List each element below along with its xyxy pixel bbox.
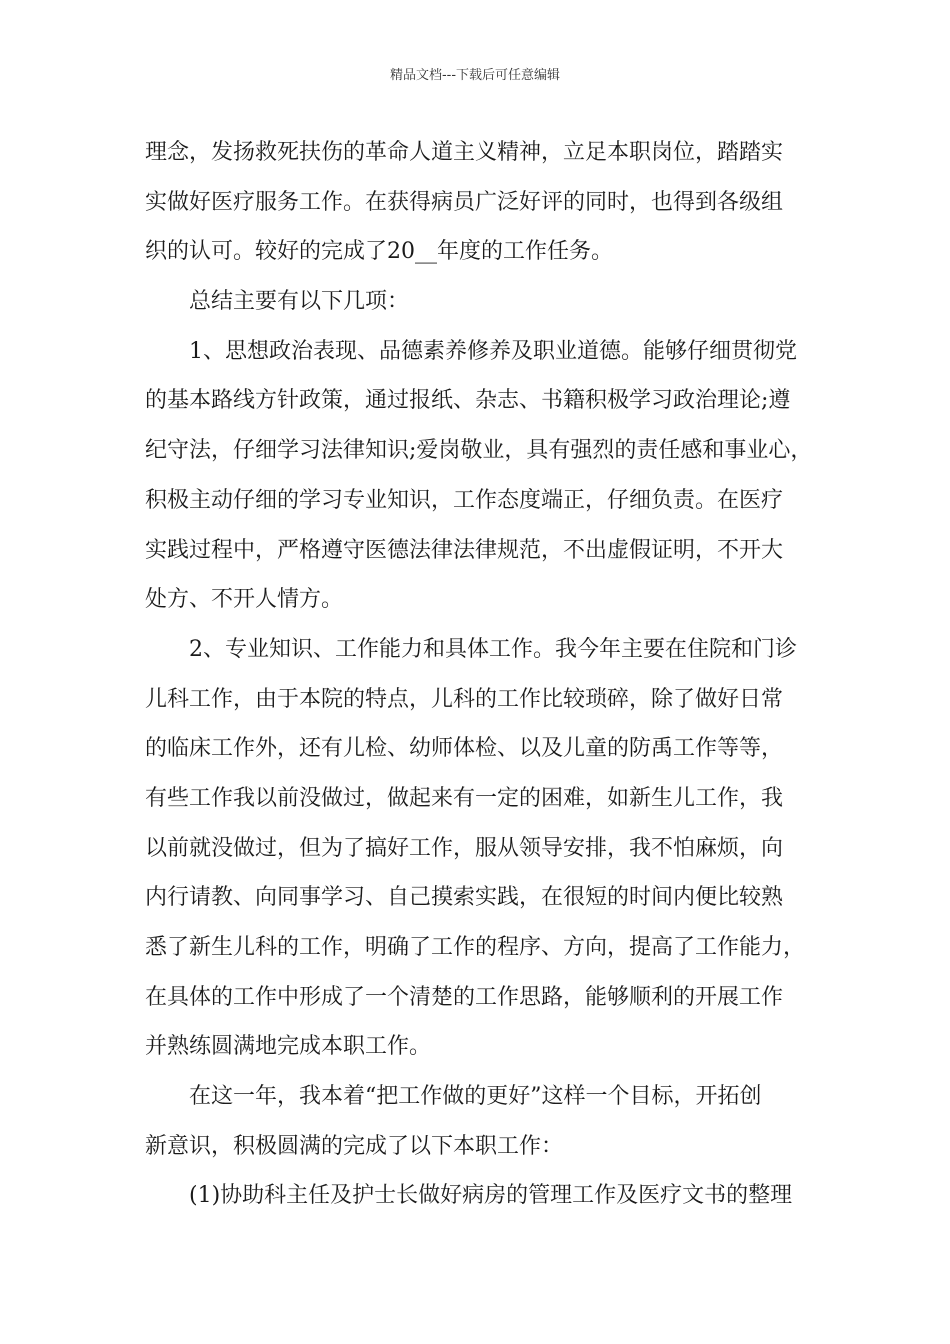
text-line: 实做好医疗服务工作。在获得病员广泛好评的同时，也得到各级组	[145, 189, 784, 215]
text-line: 积极主动仔细的学习专业知识，工作态度端正，仔细负责。在医疗	[145, 487, 784, 513]
paragraph-start-line: (1)协助科主任及护士长做好病房的管理工作及医疗文书的整理	[189, 1183, 793, 1209]
paragraph-start-line: 在这一年，我本着“把工作做的更好”这样一个目标，开拓创	[189, 1084, 762, 1110]
text-line: 悉了新生儿科的工作，明确了工作的程序、方向，提高了工作能力，	[145, 935, 806, 960]
text-line: 儿科工作，由于本院的特点，儿科的工作比较琐碎，除了做好日常	[145, 686, 784, 712]
text-line: 理念，发扬救死扶伤的革命人道主义精神，立足本职岗位，踏踏实	[145, 140, 784, 165]
page-header: 精品文档---下载后可任意编辑	[389, 68, 561, 83]
paragraph-start-line: 总结主要有以下几项：	[189, 289, 410, 315]
text-line: 内行请教、向同事学习、自己摸索实践，在很短的时间内便比较熟	[145, 885, 784, 911]
paragraph-start-line: 2、专业知识、工作能力和具体工作。我今年主要在住院和门诊	[189, 636, 797, 662]
text-line: 有些工作我以前没做过，做起来有一定的困难，如新生儿工作，我	[145, 785, 784, 811]
text-line: 以前就没做过，但为了搞好工作，服从领导安排，我不怕麻烦，向	[145, 835, 784, 861]
document-body	[145, 128, 817, 1221]
text-line: 的基本路线方针政策，通过报纸、杂志、书籍积极学习政治理论;遵	[145, 388, 791, 414]
text-line: 的临床工作外，还有儿检、幼师体检、以及儿童的防禹工作等等，	[145, 736, 784, 762]
text-line: 实践过程中，严格遵守医德法律法律规范，不出虚假证明，不开大	[145, 537, 784, 563]
paragraph-start-line: 1、思想政治表现、品德素养修养及职业道德。能够仔细贯彻党	[189, 338, 797, 364]
text-line: 新意识，积极圆满的完成了以下本职工作：	[145, 1133, 564, 1159]
text-line: 处方、不开人情方。	[145, 587, 344, 613]
text-line: 并熟练圆满地完成本职工作。	[145, 1034, 432, 1060]
text-line: 纪守法，仔细学习法律知识;爱岗敬业，具有强烈的责任感和事业心，	[145, 438, 813, 464]
text-line: 织的认可。较好的完成了20__年度的工作任务。	[145, 239, 613, 265]
text-line: 在具体的工作中形成了一个清楚的工作思路，能够顺利的开展工作	[145, 984, 784, 1010]
